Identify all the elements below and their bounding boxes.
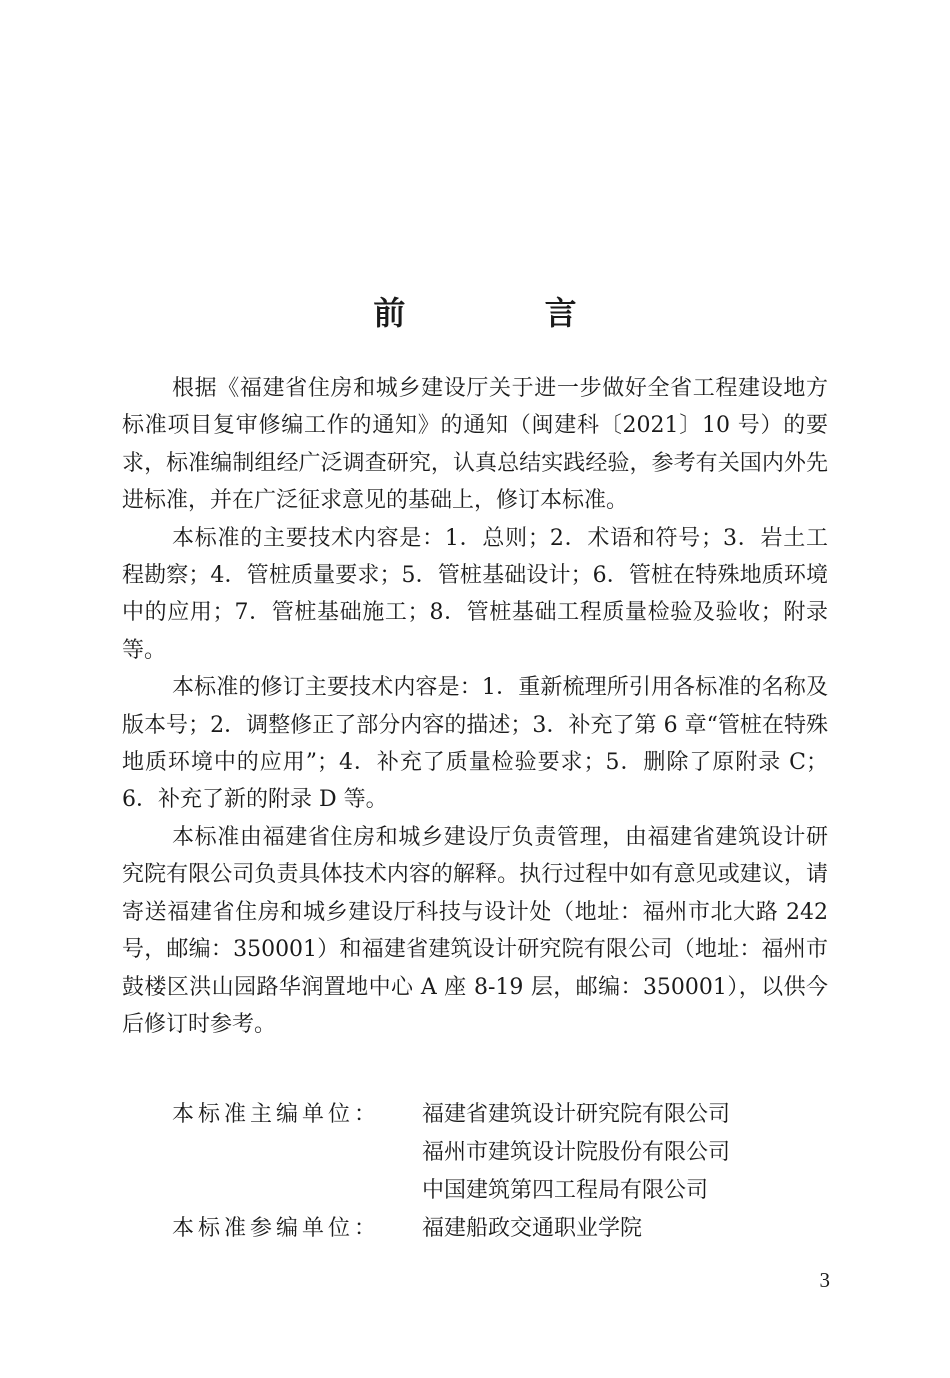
participating-label: 本标准参编单位： — [172, 1216, 381, 1241]
unit-name: 中国建筑第四工程局有限公司 — [422, 1178, 709, 1203]
paragraph-basis: 根据《福建省住房和城乡建设厅关于进一步做好全省工程建设地方标准项目复审修编工作的通知》的通知（闽建科〔2021〕10 号）的要求，标准编制组经广泛调查研究，认真总结实践经验，参考有关国内外先进标准，并在广泛征求意见的基础上，修订本标准。 — [122, 376, 828, 514]
page-number: 3 — [819, 1268, 830, 1292]
page-title: 前 言 — [373, 294, 641, 333]
unit-name: 福建船政交通职业学院 — [422, 1216, 643, 1241]
chief-editor-units — [172, 1096, 828, 1210]
paragraph-main-contents: 本标准的主要技术内容是：1．总则；2．术语和符号；3．岩土工程勘察；4．管桩质量要求；5．管桩基础设计；6．管桩在特殊地质环境中的应用；7．管桩基础施工；8．管桩基础工程质量检验及验收；附录等。 — [122, 525, 828, 663]
paragraph-management: 本标准由福建省住房和城乡建设厅负责管理，由福建省建筑设计研究院有限公司负责具体技术内容的解释。执行过程中如有意见或建议，请寄送福建省住房和城乡建设厅科技与设计处（地址：福州市北大路 242 号，邮编：350001）和福建省建筑设计研究院有限公司（地址：福州市鼓楼区洪山园路华润置地中心 A 座 8-19 层，邮编：350001），以供今后修订时参考。 — [122, 824, 828, 1037]
chief-editor-label: 本标准主编单位： — [172, 1102, 381, 1127]
participating-list — [422, 1210, 642, 1248]
participating-units — [172, 1210, 828, 1248]
editing-units — [172, 1096, 828, 1248]
unit-name: 福建省建筑设计研究院有限公司 — [422, 1102, 731, 1127]
unit-name: 福州市建筑设计院股份有限公司 — [422, 1140, 731, 1165]
preface-body — [122, 370, 828, 1043]
paragraph-revision-contents: 本标准的修订主要技术内容是：1．重新梳理所引用各标准的名称及版本号；2．调整修正了部分内容的描述；3．补充了第 6 章“管桩在特殊地质环境中的应用”；4．补充了质量检验要求；5．删除了原附录 C；6．补充了新的附录 D 等。 — [122, 675, 828, 813]
chief-editor-list — [422, 1096, 730, 1210]
